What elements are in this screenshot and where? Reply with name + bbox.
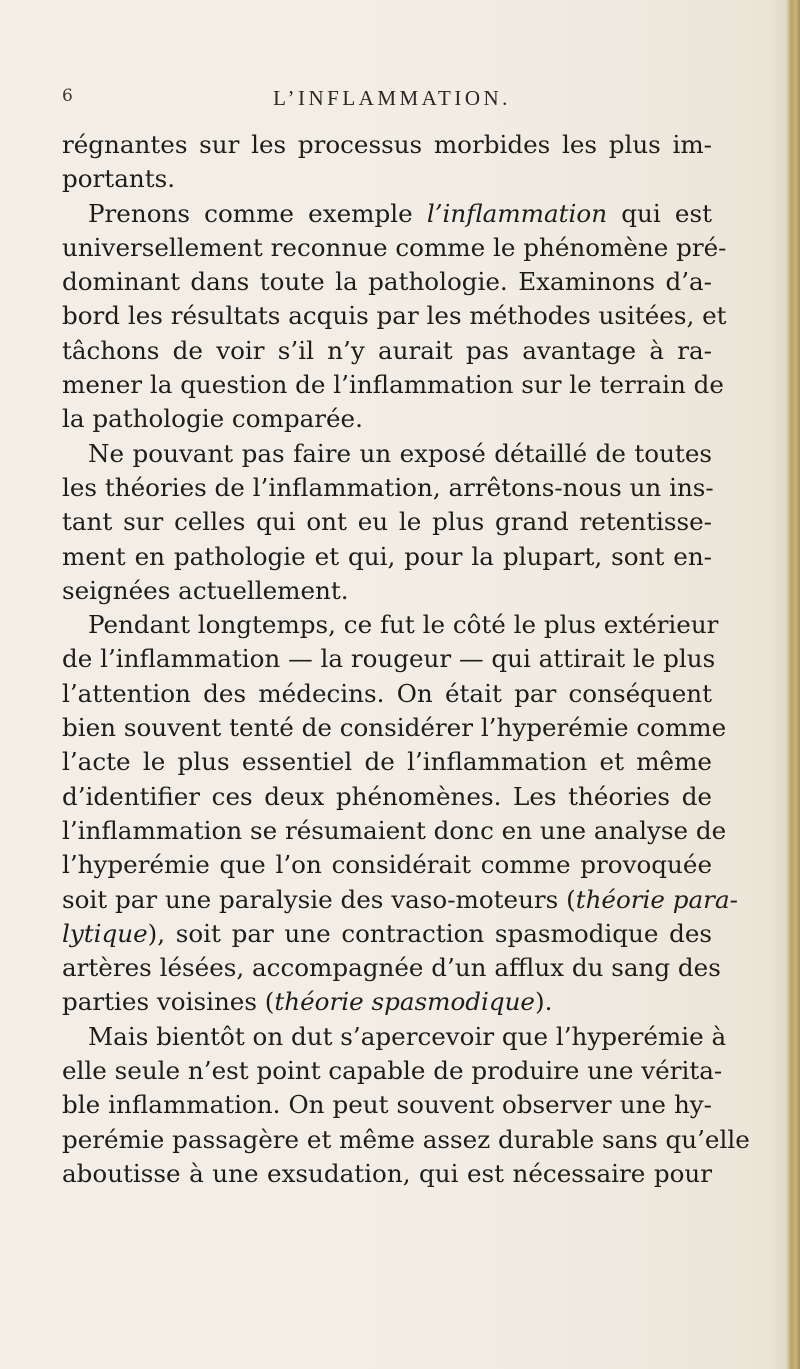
text-segment: tâchons de voir s’il n’y aurait pas avantage à ra- bbox=[62, 335, 712, 365]
text-segment: mener la question de l’inflammation sur le terrain de bbox=[62, 370, 724, 400]
text-line bbox=[62, 505, 712, 539]
text-line bbox=[62, 814, 727, 848]
text-line bbox=[62, 1157, 712, 1191]
italic-segment: lytique bbox=[62, 918, 148, 948]
text-line bbox=[62, 642, 716, 676]
text-line bbox=[62, 883, 738, 917]
text-line bbox=[62, 985, 712, 1019]
text-segment: l’hyperémie que l’on considérait comme provoquée bbox=[62, 850, 712, 880]
text-segment: l’acte le plus essentiel de l’inflammation et même bbox=[62, 747, 712, 777]
text-line bbox=[62, 1054, 723, 1088]
text-segment: Prenons comme exemple bbox=[88, 198, 427, 228]
italic-segment: théorie para- bbox=[575, 884, 738, 914]
text-segment: ), soit par une contraction spasmodique des bbox=[147, 918, 712, 948]
text-line bbox=[62, 745, 712, 779]
text-segment: portants. bbox=[62, 164, 176, 194]
text-line bbox=[62, 917, 712, 951]
text-segment: l’attention des médecins. On était par conséquent bbox=[62, 678, 712, 708]
text-segment: les théories de l’inflammation, arrêtons-nous un ins- bbox=[62, 472, 714, 502]
text-segment: l’inflammation se résumaient donc en une analyse de bbox=[62, 815, 727, 845]
text-segment: ). bbox=[535, 987, 553, 1017]
text-segment: ment en pathologie et qui, pour la plupart, sont en- bbox=[62, 541, 712, 571]
text-line bbox=[62, 334, 712, 368]
text-segment: soit par une paralysie des vaso-moteurs ( bbox=[62, 884, 576, 914]
text-line bbox=[62, 437, 712, 471]
text-segment: seignées actuellement. bbox=[62, 575, 349, 605]
italic-segment: théorie spasmodique bbox=[274, 987, 535, 1017]
text-line bbox=[62, 299, 727, 333]
text-line bbox=[62, 162, 712, 196]
text-line bbox=[62, 128, 712, 162]
text-segment: bord les résultats acquis par les méthodes usitées, et bbox=[62, 301, 727, 331]
text-segment: qui est bbox=[607, 198, 712, 228]
text-segment: Ne pouvant pas faire un exposé détaillé de toutes bbox=[88, 438, 712, 468]
text-line bbox=[62, 574, 712, 608]
text-segment: régnantes sur les processus morbides les plus im- bbox=[62, 130, 712, 159]
page-header bbox=[62, 86, 722, 116]
text-segment: perémie passagère et même assez durable sans qu’elle bbox=[62, 1124, 750, 1154]
text-segment: de l’inflammation — la rougeur — qui attirait le plus bbox=[62, 644, 716, 674]
text-line bbox=[62, 951, 721, 985]
text-segment: d’identifier ces deux phénomènes. Les théories de bbox=[62, 781, 712, 811]
text-line bbox=[62, 848, 712, 882]
body-text bbox=[62, 128, 750, 1191]
text-segment: tant sur celles qui ont eu le plus grand retentisse- bbox=[62, 507, 712, 537]
text-segment: aboutisse à une exsudation, qui est nécessaire pour bbox=[62, 1158, 712, 1188]
text-segment: universellement reconnue comme le phénomène pré- bbox=[62, 232, 727, 262]
text-segment: bien souvent tenté de considérer l’hyperémie comme bbox=[62, 713, 727, 743]
text-line bbox=[62, 368, 724, 402]
text-line bbox=[62, 471, 712, 505]
text-segment: la pathologie comparée. bbox=[62, 404, 363, 434]
text-line bbox=[62, 711, 727, 745]
text-line bbox=[62, 677, 712, 711]
text-segment: elle seule n’est point capable de produire une vérita- bbox=[62, 1056, 723, 1086]
text-line bbox=[62, 1020, 727, 1054]
italic-segment: l’inflammation bbox=[426, 198, 608, 228]
running-title: L’INFLAMMATION. bbox=[273, 86, 511, 110]
text-line bbox=[62, 540, 712, 574]
text-segment: artères lésées, accompagnée d’un afflux du sang des bbox=[62, 953, 721, 983]
text-segment: Pendant longtemps, ce fut le côté le plus extérieur bbox=[88, 610, 719, 640]
text-line bbox=[62, 231, 727, 265]
page-edge bbox=[786, 0, 800, 1369]
text-segment: Mais bientôt on dut s’apercevoir que l’hyperémie à bbox=[88, 1021, 727, 1051]
text-line bbox=[62, 1088, 712, 1122]
text-line bbox=[62, 608, 719, 642]
text-segment: dominant dans toute la pathologie. Examinons d’a- bbox=[62, 267, 712, 297]
page-number: 6 bbox=[62, 86, 73, 106]
text-line bbox=[62, 402, 712, 436]
text-segment: ble inflammation. On peut souvent observer une hy- bbox=[62, 1090, 712, 1120]
text-line bbox=[62, 1123, 750, 1157]
text-line bbox=[62, 265, 712, 299]
text-line bbox=[62, 197, 712, 231]
text-line bbox=[62, 780, 712, 814]
text-segment: parties voisines ( bbox=[62, 987, 275, 1017]
